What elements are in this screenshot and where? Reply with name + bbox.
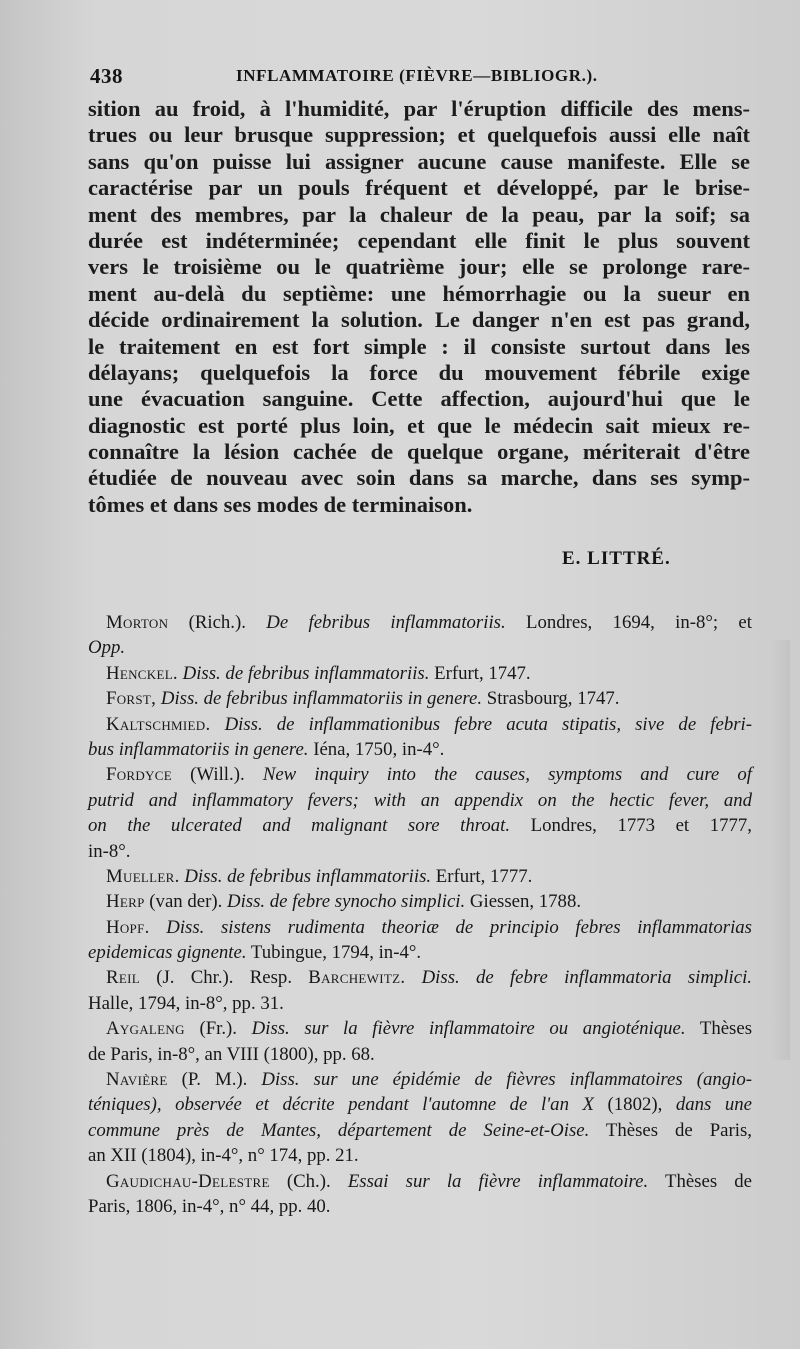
citation-text: Erfurt, 1777. xyxy=(431,865,533,887)
work-title: téniques), observée et décrite pendant l'automne de l'an X xyxy=(88,1094,594,1116)
body-line: durée est indéterminée; cependant elle finit le plus souvent xyxy=(88,227,750,253)
bibliography-entry xyxy=(88,712,752,763)
citation-text: in-8°. xyxy=(88,840,131,862)
author-name: Morton xyxy=(106,612,169,633)
bibliography-line xyxy=(88,965,752,990)
body-line: sans qu'on puisse lui assigner aucune cause manifeste. Elle se xyxy=(88,148,750,174)
bibliography-line xyxy=(88,1016,752,1041)
author-name: Reil xyxy=(106,967,140,989)
body-line: diagnostic est porté plus loin, et que le médecin sait mieux re- xyxy=(88,412,750,438)
bibliography-line xyxy=(88,762,752,787)
citation-text xyxy=(210,714,224,735)
work-title: De febribus inflammatoriis. xyxy=(266,612,506,633)
citation-text: Paris, 1806, in-4°, n° 44, pp. 40. xyxy=(88,1195,331,1217)
bibliography-entry xyxy=(88,915,752,966)
work-title: Diss. de febre synocho simplici. xyxy=(227,891,466,913)
citation-text xyxy=(405,967,421,988)
citation-text: Thèses xyxy=(685,1018,753,1040)
citation-text: Iéna, 1750, in-4°. xyxy=(308,738,445,760)
author-name: Barchewitz. xyxy=(308,967,406,989)
bibliography-line xyxy=(88,813,752,838)
bibliography-line xyxy=(88,940,752,965)
bibliography-entry xyxy=(88,889,752,914)
bibliography-line xyxy=(88,1118,752,1143)
body-line: vers le troisième ou le quatrième jour; elle se prolonge rare- xyxy=(88,254,750,280)
bibliography-entry xyxy=(88,661,752,686)
work-title: on the ulcerated and malignant sore throat. xyxy=(88,815,511,837)
body-line: délayans; quelquefois la force du mouvement fébrile exige xyxy=(88,359,750,385)
page-number: 438 xyxy=(90,64,123,88)
bibliography-line xyxy=(88,1042,752,1067)
citation-text: Thèses de Paris, xyxy=(589,1119,752,1141)
bibliography-entry xyxy=(88,610,752,661)
work-title: bus inflammatoriis in genere. xyxy=(88,738,309,760)
bibliography-line xyxy=(88,1143,752,1168)
bibliography-entry xyxy=(88,1016,752,1067)
citation-text: (van der). xyxy=(144,891,227,913)
author-name: Hopf. xyxy=(106,916,150,938)
work-title: Diss. de inflammationibus febre acuta stipatis, sive de febri- xyxy=(224,713,752,735)
bibliography-line xyxy=(88,1092,752,1117)
author-name: Herp xyxy=(106,891,145,913)
citation-text: Londres, 1694, in-8°; et xyxy=(505,612,752,633)
citation-text: (Fr.). xyxy=(184,1018,252,1040)
bibliography-line xyxy=(88,737,752,762)
bibliography-line xyxy=(88,991,752,1016)
bibliography-line xyxy=(88,1194,752,1219)
bibliography-line xyxy=(88,661,752,686)
work-title: putrid and inflammatory fevers; with an appendix on the hectic fever, and xyxy=(88,789,752,811)
citation-text: (Ch.). xyxy=(269,1170,348,1192)
author-name: Mueller. xyxy=(106,865,180,887)
work-title: Opp. xyxy=(88,637,126,659)
body-line: décide ordinairement la solution. Le danger n'en est pas grand, xyxy=(88,307,750,333)
citation-text: Erfurt, 1747. xyxy=(429,662,531,684)
bibliography-line xyxy=(88,686,752,711)
body-line: sition au froid, à l'humidité, par l'éruption difficile des mens- xyxy=(88,96,750,121)
author-name: Gaudichau-Delestre xyxy=(106,1170,270,1192)
work-title: Diss. sur la fièvre inflammatoire ou angioténique. xyxy=(251,1018,686,1040)
citation-text: an XII (1804), in-4°, n° 174, pp. 21. xyxy=(88,1145,359,1167)
work-title: Diss. de febribus inflammatoriis. xyxy=(184,865,432,887)
author-name: Navière xyxy=(106,1069,168,1091)
bibliography-line xyxy=(88,1169,752,1194)
work-title: epidemicas gignente. xyxy=(88,942,247,964)
author-name: Henckel. xyxy=(106,662,178,684)
citation-text: de Paris, in-8°, an VIII (1800), pp. 68. xyxy=(88,1043,375,1065)
bibliography-entry xyxy=(88,864,752,889)
work-title: commune près de Mantes, département de Seine-et-Oise. xyxy=(88,1119,590,1141)
bibliography-line xyxy=(88,889,752,914)
bibliography-line xyxy=(88,839,752,864)
bibliography-line xyxy=(88,864,752,889)
body-line: une évacuation sanguine. Cette affection, aujourd'hui que le xyxy=(88,386,750,412)
bibliography-line xyxy=(88,788,752,813)
work-title: Diss. sur une épidémie de fièvres inflammatoires (angio- xyxy=(261,1069,752,1091)
work-title: Diss. de febre inflammatoria simplici. xyxy=(421,967,752,989)
bibliography-entry xyxy=(88,686,752,711)
body-paragraph xyxy=(88,96,750,518)
author-signature: E. LITTRÉ. xyxy=(562,548,671,569)
author-name: Fordyce xyxy=(106,764,172,786)
citation-text: (1802), xyxy=(593,1094,676,1116)
work-title: Essai sur la fièvre inflammatoire. xyxy=(347,1170,649,1192)
work-title: New inquiry into the causes, symptoms and cure of xyxy=(262,764,753,786)
citation-text xyxy=(150,917,167,938)
citation-text: Strasbourg, 1747. xyxy=(482,688,620,710)
running-head: INFLAMMATOIRE (FIÈVRE—BIBLIOGR.). xyxy=(236,66,598,85)
work-title: Diss. de febribus inflammatoriis. xyxy=(182,662,430,684)
citation-text: (J. Chr.). Resp. xyxy=(139,967,309,989)
body-line: ment des membres, par la chaleur de la peau, par la soif; sa xyxy=(88,201,750,227)
body-line: étudiée de nouveau avec soin dans sa marche, dans ses symp- xyxy=(88,465,750,491)
citation-text: Giessen, 1788. xyxy=(465,891,582,913)
work-title: Diss. sistens rudimenta theoriæ de principio febres inflammatorias xyxy=(166,916,752,938)
bibliography-line xyxy=(88,635,752,660)
bibliography-entry xyxy=(88,965,752,1016)
citation-text: Londres, 1773 et 1777, xyxy=(510,815,752,837)
author-name: Aygaleng xyxy=(106,1018,185,1040)
page-shadow xyxy=(770,640,790,1060)
bibliography-line xyxy=(88,915,752,940)
bibliography-line xyxy=(88,610,752,635)
work-title: dans une xyxy=(675,1094,752,1116)
body-line: caractérise par un pouls fréquent et développé, par le brise- xyxy=(88,175,750,201)
body-line: connaître la lésion cachée de quelque organe, mériterait d'être xyxy=(88,439,750,465)
body-line: ment au-delà du septième: une hémorrhagie ou la sueur en xyxy=(88,280,750,306)
work-title: Diss. de febribus inflammatoriis in genere. xyxy=(160,688,483,710)
body-line: trues ou leur brusque suppression; et quelquefois aussi elle naît xyxy=(88,122,750,148)
bibliography xyxy=(88,610,752,1219)
bibliography-entry xyxy=(88,1169,752,1220)
author-name: Kaltschmied. xyxy=(106,713,211,735)
bibliography-entry xyxy=(88,762,752,864)
bibliography-entry xyxy=(88,1067,752,1169)
citation-text: Tubingue, 1794, in-4°. xyxy=(246,942,422,964)
citation-text: Halle, 1794, in-8°, pp. 31. xyxy=(88,992,284,1014)
body-line: le traitement en est fort simple : il consiste surtout dans les xyxy=(88,333,750,359)
citation-text: Thèses de xyxy=(648,1170,753,1192)
body-line: tômes et dans ses modes de terminaison. xyxy=(88,491,473,517)
author-name: Forst, xyxy=(106,688,157,710)
citation-text: (Rich.). xyxy=(168,612,267,633)
bibliography-line xyxy=(88,712,752,737)
citation-text: (Will.). xyxy=(172,764,263,786)
bibliography-line xyxy=(88,1067,752,1092)
page-header xyxy=(90,64,750,94)
citation-text: (P. M.). xyxy=(167,1069,262,1091)
